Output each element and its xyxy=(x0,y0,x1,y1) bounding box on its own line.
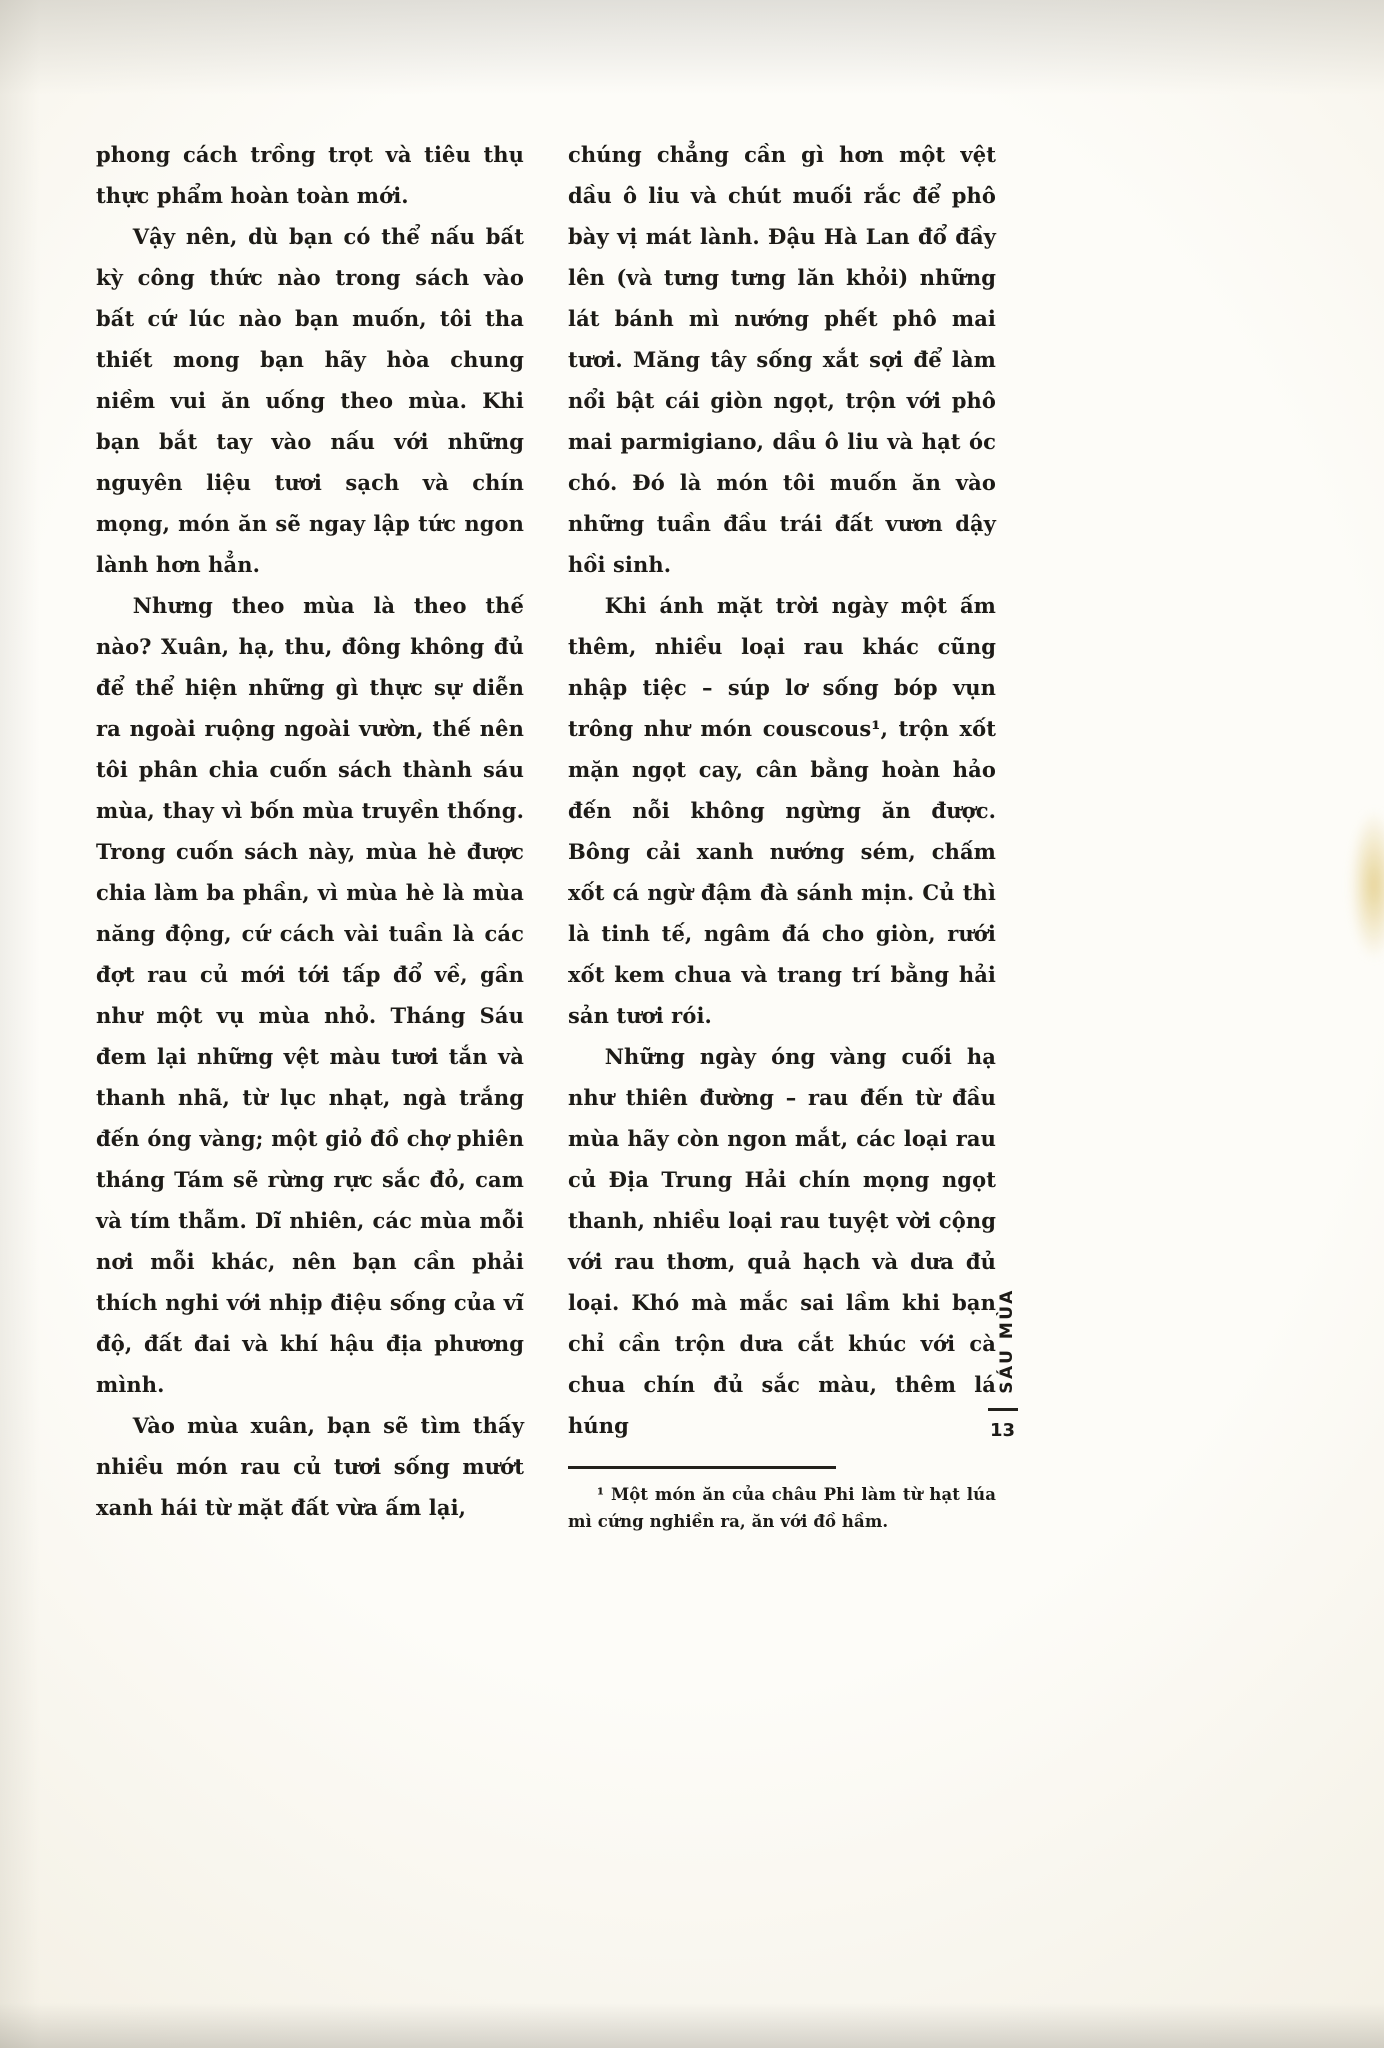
page-body xyxy=(96,134,996,1535)
paragraph: chúng chẳng cần gì hơn một vệt dầu ô liu và chút muối rắc để phô bày vị mát lành. Đậu Hà Lan đổ đầy lên (và tưng tưng lăn khỏi) những lát bánh mì nướng phết phô mai tươi. Măng tây sống xắt sợi để làm nổi bật cái giòn ngọt, trộn với phô mai parmigiano, dầu ô liu và hạt óc chó. Đó là món tôi muốn ăn vào những tuần đầu trái đất vươn dậy hồi sinh. xyxy=(568,142,996,577)
right-column xyxy=(568,134,996,1535)
margin-title-container xyxy=(996,1286,1018,1396)
page-shadow-bottom xyxy=(0,2003,1384,2048)
paragraph: phong cách trồng trọt và tiêu thụ thực phẩm hoàn toàn mới. xyxy=(96,142,524,208)
footnote: ¹ Một món ăn của châu Phi làm từ hạt lúa mì cứng nghiền ra, ăn với đồ hầm. xyxy=(568,1485,996,1531)
page-shadow-top xyxy=(0,0,1384,95)
page-shadow-left xyxy=(0,0,40,2048)
page-edge-smudge xyxy=(1350,810,1384,960)
margin-title: SÁU MÙA xyxy=(997,1288,1017,1394)
paragraph: Nhưng theo mùa là theo thế nào? Xuân, hạ, thu, đông không đủ để thể hiện những gì thực sự diễn ra ngoài ruộng ngoài vườn, thế nên tôi phân chia cuốn sách thành sáu mùa, thay vì bốn mùa truyền thống. Trong cuốn sách này, mùa hè được chia làm ba phần, vì mùa hè là mùa năng động, cứ cách vài tuần là các đợt rau củ mới tới tấp đổ về, gần như một vụ mùa nhỏ. Tháng Sáu đem lại những vệt màu tươi tắn và thanh nhã, từ lục nhạt, ngà trắng đến óng vàng; một giỏ đồ chợ phiên tháng Tám sẽ rừng rực sắc đỏ, cam và tím thẫm. Dĩ nhiên, các mùa mỗi nơi mỗi khác, nên bạn cần phải thích nghi với nhịp điệu sống của vĩ độ, đất đai và khí hậu địa phương mình. xyxy=(96,593,524,1397)
paragraph: Khi ánh mặt trời ngày một ấm thêm, nhiều loại rau khác cũng nhập tiệc – súp lơ sống bóp vụn trông như món couscous¹, trộn xốt mặn ngọt cay, cân bằng hoàn hảo đến nỗi không ngừng ăn được. Bông cải xanh nướng sém, chấm xốt cá ngừ đậm đà sánh mịn. Củ thì là tinh tế, ngâm đá cho giòn, rưới xốt kem chua và trang trí bằng hải sản tươi rói. xyxy=(568,593,996,1028)
page-number: 13 xyxy=(990,1420,1016,1441)
paragraph: Những ngày óng vàng cuối hạ như thiên đường – rau đến từ đầu mùa hãy còn ngon mắt, các loại rau củ Địa Trung Hải chín mọng ngọt thanh, nhiều loại rau tuyệt vời cộng với rau thơm, quả hạch và dưa đủ loại. Khó mà mắc sai lầm khi bạn chỉ cần trộn dưa cắt khúc với cà chua chín đủ sắc màu, thêm lá húng xyxy=(568,1044,996,1438)
paragraph: Vào mùa xuân, bạn sẽ tìm thấy nhiều món rau củ tươi sống mướt xanh hái từ mặt đất vừa ấm lại, xyxy=(96,1413,524,1520)
paragraph: Vậy nên, dù bạn có thể nấu bất kỳ công thức nào trong sách vào bất cứ lúc nào bạn muốn, tôi tha thiết mong bạn hãy hòa chung niềm vui ăn uống theo mùa. Khi bạn bắt tay vào nấu với những nguyên liệu tươi sạch và chín mọng, món ăn sẽ ngay lập tức ngon lành hơn hẳn. xyxy=(96,224,524,577)
left-column xyxy=(96,134,524,1535)
footnote-separator xyxy=(568,1466,836,1469)
page-number-rule xyxy=(988,1408,1018,1411)
